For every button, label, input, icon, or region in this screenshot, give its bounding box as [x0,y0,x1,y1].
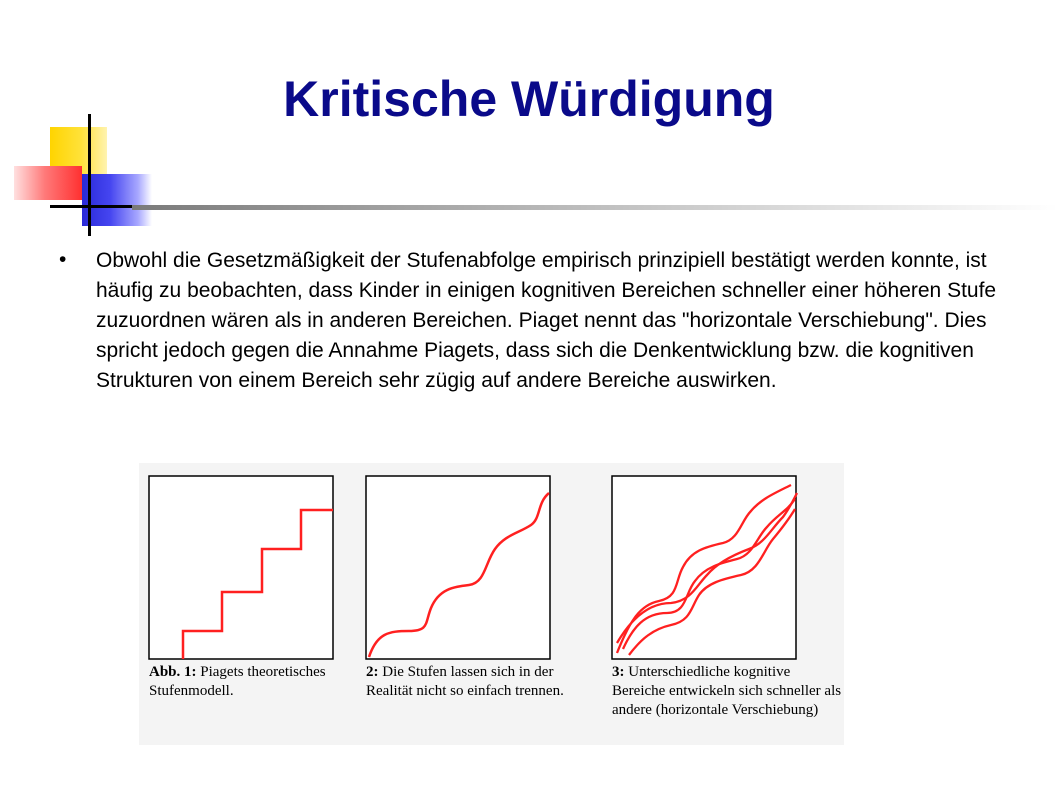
caption-figure-1 [149,663,349,701]
decor-blue-square [82,174,152,226]
decor-vertical-line [88,114,91,236]
panel-3-frame [612,476,796,659]
caption-2-text: Die Stufen lassen sich in der Realität nicht so einfach trennen. [366,664,564,699]
title-underline-rule [132,205,1058,210]
caption-1-label: Abb. 1: [149,664,197,680]
caption-figure-2 [366,663,566,701]
bullet-text: Obwohl die Gesetzmäßigkeit der Stufenabfolge empirisch prinzipiell bestätigt werden konnte, ist häufig zu beobachten, dass Kinder in einigen kognitiven Bereichen schneller einer höheren Stufe zuzuordnen wären als in anderen Bereichen. Piaget nennt das "horizontale Verschiebung". Dies spricht jedoch gegen die Annahme Piagets, dass sich die Denkentwicklung bzw. die kognitiven Strukturen von einem Bereich sehr zügig auf andere Bereiche auswirken. [96,249,997,392]
decor-red-bar [14,166,82,200]
stage-model-figure [139,463,844,745]
panel-1-frame [149,476,333,659]
caption-2-label: 2: [366,664,379,680]
bullet-marker: • [59,248,67,271]
caption-3-label: 3: [612,664,625,680]
caption-3-text: Unterschiedliche kognitive Bereiche entwickeln sich schneller als andere (horizontale Verschiebung) [612,664,842,718]
decor-horizontal-line [50,205,132,208]
caption-figure-3 [612,663,842,720]
slide-title: Kritische Würdigung [283,71,775,127]
caption-1-text: Piagets theoretisches Stufenmodell. [149,664,326,699]
